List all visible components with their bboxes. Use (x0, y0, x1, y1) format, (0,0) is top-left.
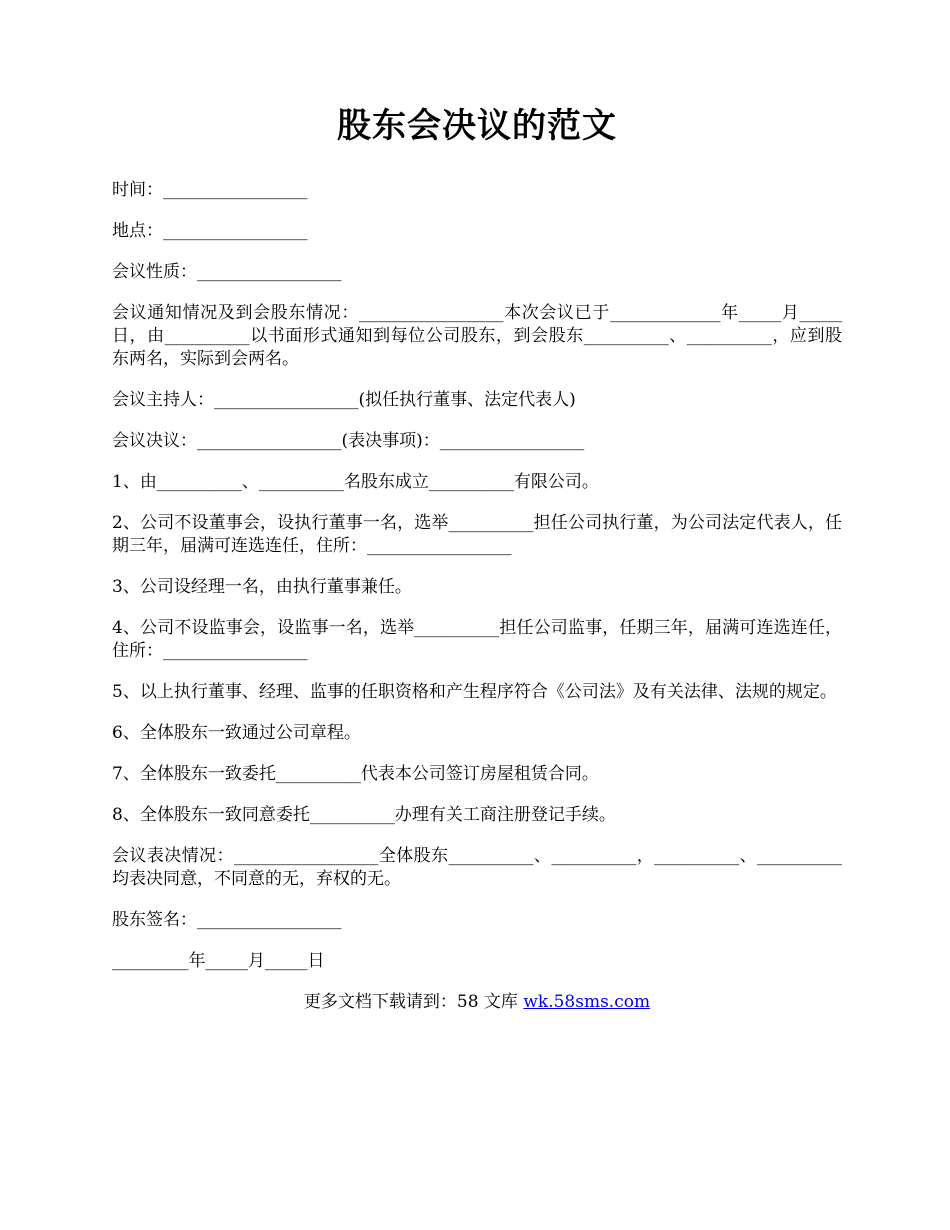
meeting-time: 时间：_________________ (112, 180, 308, 201)
resolution-item-6: 6、全体股东一致通过公司章程。 (112, 723, 361, 744)
resolution-item-1: 1、由__________、__________名股东成立__________有限公司。 (112, 472, 599, 493)
voting-result: 会议表决情况：_________________全体股东__________、__________，__________、__________均表决同意，不同意的无，弃权的无。 (112, 846, 842, 890)
document-title: 股东会决议的范文 (337, 106, 617, 146)
signature-date: _________年_____月_____日 (112, 951, 325, 972)
meeting-resolution: 会议决议：_________________(表决事项)：_________________ (112, 431, 585, 452)
resolution-item-8: 8、全体股东一致同意委托__________办理有关工商注册登记手续。 (112, 805, 616, 826)
document-page (112, 108, 842, 1014)
footer-link[interactable]: wk.58sms.com (523, 992, 651, 1013)
shareholder-signature: 股东签名：_________________ (112, 910, 342, 931)
resolution-item-3: 3、公司设经理一名，由执行董事兼任。 (112, 577, 412, 598)
resolution-item-7: 7、全体股东一致委托__________代表本公司签订房屋租赁合同。 (112, 764, 599, 785)
meeting-host: 会议主持人：_________________(拟任执行董事、法定代表人) (112, 390, 576, 411)
meeting-notice: 会议通知情况及到会股东情况：_________________本次会议已于_____________年_____月_____日，由__________以书面形式通知到每位公司股东，到会股东__________、__________，应到股东两名，实际到会两名。 (112, 303, 842, 370)
meeting-nature: 会议性质：_________________ (112, 262, 342, 283)
footer-text: 更多文档下载请到：58 文库 (303, 992, 524, 1013)
download-footer (112, 991, 842, 1014)
resolution-item-5: 5、以上执行董事、经理、监事的任职资格和产生程序符合《公司法》及有关法律、法规的规定。 (112, 682, 837, 703)
meeting-place: 地点：_________________ (112, 221, 308, 242)
resolution-item-2: 2、公司不设董事会，设执行董事一名，选举__________担任公司执行董，为公司法定代表人，任期三年，届满可连选连任，住所：_________________ (112, 513, 842, 557)
resolution-item-4: 4、公司不设监事会，设监事一名，选举__________担任公司监事，任期三年，届满可连选连任，住所：_________________ (112, 618, 842, 662)
